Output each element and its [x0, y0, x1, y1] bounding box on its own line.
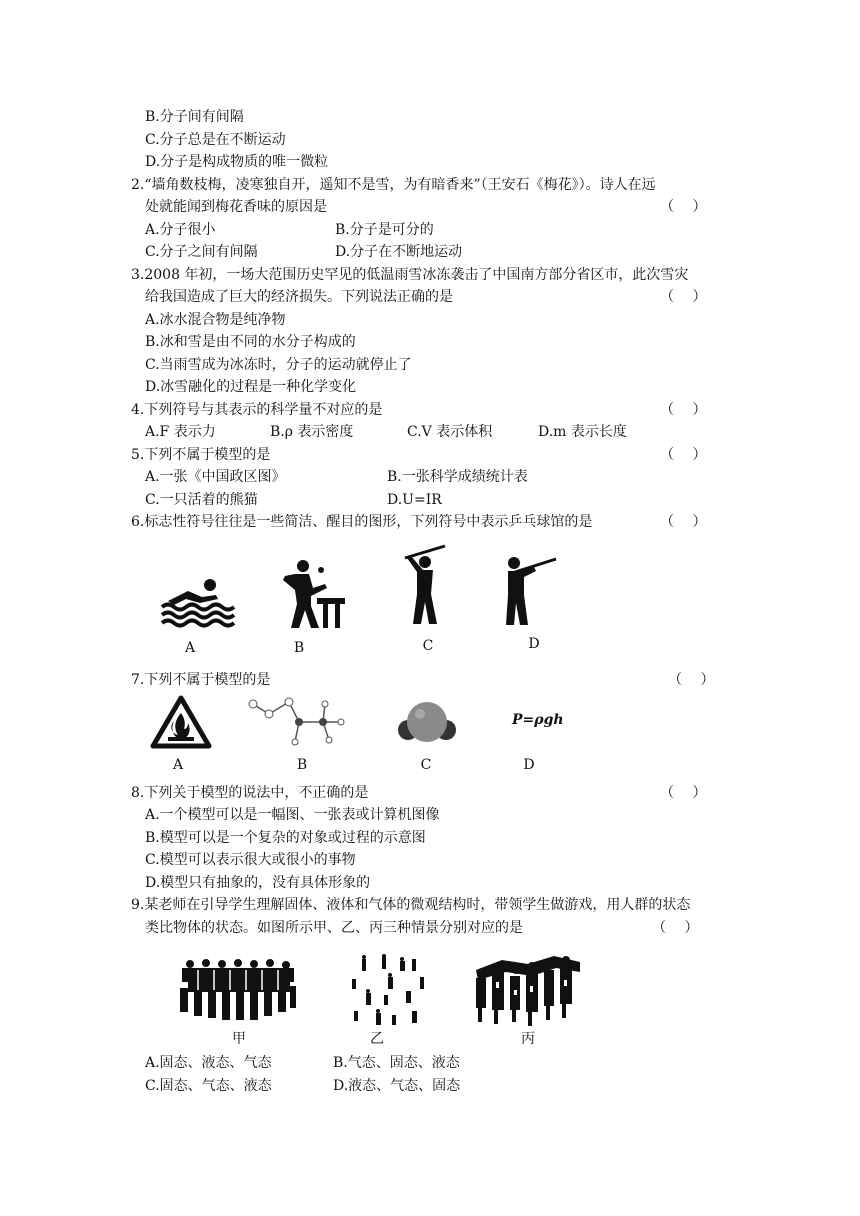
q9-label-bing: 丙 — [521, 1031, 535, 1047]
q2-option-d: D.分子在不断地运动 — [335, 244, 463, 260]
q9-stem-line2: 类比物体的状态。如图所示甲、乙、丙三种情景分别对应的是 — [145, 920, 523, 936]
q9-label-jia: 甲 — [232, 1031, 246, 1047]
liquid-crowd-image — [472, 950, 584, 1028]
q2-option-b: B.分子是可分的 — [335, 222, 434, 238]
q9-option-c: C.固态、气态、液态 — [145, 1078, 272, 1094]
q2-option-c: C.分子之间有间隔 — [145, 244, 258, 260]
q7-stem: 7.下列不属于模型的是 — [131, 672, 271, 688]
q8-answer-blank: （ ） — [660, 785, 707, 801]
table-tennis-icon — [275, 558, 347, 630]
q3-option-a: A.冰水混合物是纯净物 — [145, 312, 286, 328]
golf-icon — [395, 544, 455, 626]
gas-crowd-image — [348, 955, 432, 1031]
q8-option-b: B.模型可以是一个复杂的对象或过程的示意图 — [145, 830, 426, 846]
q9-answer-blank: （ ） — [652, 920, 699, 936]
q8-option-a: A.一个模型可以是一幅图、一张表或计算机图像 — [145, 807, 440, 823]
solid-crowd-image — [178, 958, 298, 1028]
q6-label-c: C — [422, 638, 434, 654]
flammable-warning-icon — [150, 695, 212, 749]
q2-stem-line1: 2.“墙角数枝梅，凌寒独自开，遥知不是雪，为有暗香来”（王安石《梅花》）。诗人在远 — [131, 177, 656, 193]
q4-option-c: C.V 表示体积 — [407, 424, 493, 440]
molecule-chain-icon — [245, 696, 355, 748]
q7-answer-blank: （ ） — [668, 672, 715, 688]
q6-label-b: B — [293, 640, 305, 656]
q5-option-d: D.U=IR — [387, 492, 442, 508]
q4-option-d: D.m 表示长度 — [538, 424, 627, 440]
q8-option-c: C.模型可以表示很大或很小的事物 — [145, 852, 356, 868]
pressure-formula: P=ρgh — [512, 712, 564, 728]
q4-option-b: B.ρ 表示密度 — [270, 424, 354, 440]
q7-label-a: A — [172, 757, 184, 773]
q5-option-c: C.一只活着的熊猫 — [145, 492, 258, 508]
q3-option-d: D.冰雪融化的过程是一种化学变化 — [145, 379, 357, 395]
q9-option-a: A.固态、液态、气态 — [145, 1055, 272, 1071]
q6-label-a: A — [184, 640, 196, 656]
q3-stem-line1: 3.2008 年初，一场大范围历史罕见的低温雨雪冰冻袭击了中国南方部分省区市，此次雪灾 — [131, 267, 689, 283]
swimming-icon — [160, 575, 232, 625]
shooting-icon — [500, 555, 560, 627]
q8-option-d: D.模型只有抽象的，没有具体形象的 — [145, 875, 371, 891]
q6-label-d: D — [528, 636, 540, 652]
q6-answer-blank: （ ） — [660, 514, 707, 530]
q8-stem: 8.下列关于模型的说法中，不正确的是 — [131, 785, 369, 801]
q7-label-b: B — [296, 757, 308, 773]
q3-option-b: B.冰和雪是由不同的水分子构成的 — [145, 334, 356, 350]
q9-option-d: D.液态、气态、固态 — [333, 1078, 461, 1094]
q6-stem: 6.标志性符号往往是一些简洁、醒目的图形，下列符号中表示乒乓球馆的是 — [131, 514, 593, 530]
q3-answer-blank: （ ） — [660, 289, 707, 305]
q5-stem: 5.下列不属于模型的是 — [131, 447, 271, 463]
q7-label-c: C — [420, 757, 432, 773]
q1-option-d: D.分子是构成物质的唯一微粒 — [145, 154, 329, 170]
q3-option-c: C.当雨雪成为冰冻时，分子的运动就停止了 — [145, 357, 412, 373]
q4-stem: 4.下列符号与其表示的科学量不对应的是 — [131, 402, 383, 418]
q2-option-a: A.分子很小 — [145, 222, 216, 238]
q7-label-d: D — [523, 757, 535, 773]
q1-option-c: C.分子总是在不断运动 — [145, 132, 286, 148]
q5-answer-blank: （ ） — [660, 447, 707, 463]
q1-option-b: B.分子间有间隔 — [145, 109, 244, 125]
q4-answer-blank: （ ） — [660, 402, 707, 418]
q9-option-b: B.气态、固态、液态 — [333, 1055, 460, 1071]
q2-answer-blank: （ ） — [660, 199, 707, 215]
q5-option-a: A.一张《中国政区图》 — [145, 469, 286, 485]
water-molecule-icon — [398, 700, 456, 746]
q4-option-a: A.F 表示力 — [145, 424, 216, 440]
q3-stem-line2: 给我国造成了巨大的经济损失。下列说法正确的是 — [145, 289, 453, 305]
q2-stem-line2: 处就能闻到梅花香味的原因是 — [145, 199, 327, 215]
q9-label-yi: 乙 — [370, 1031, 384, 1047]
q5-option-b: B.一张科学成绩统计表 — [387, 469, 528, 485]
q9-stem-line1: 9.某老师在引导学生理解固体、液体和气体的微观结构时，带领学生做游戏，用人群的状态 — [131, 897, 691, 913]
